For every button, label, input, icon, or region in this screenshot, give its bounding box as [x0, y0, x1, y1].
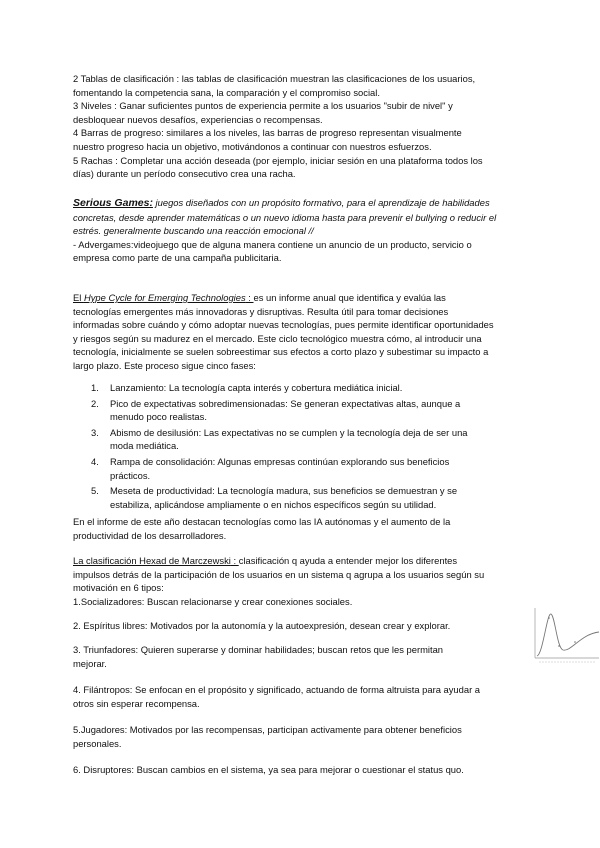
- text-line: En el informe de este año destacan tecnologías como las IA autónomas y el aumento de la: [73, 516, 451, 527]
- text-line: El Hype Cycle for Emerging Technologies : es un informe anual que identifica y evalúa las: [73, 292, 446, 303]
- hexad-type-philanthropists: 4. Filántropos: Se enfocan en el propósito y significado, actuando de forma altruista para ayudar a otros sin esperar recompensa.: [73, 684, 481, 709]
- hype-cycle-thumbnail-image: [529, 604, 599, 664]
- hype-cycle-section: [73, 291, 523, 373]
- text-line: empresa como parte de una campaña publicitaria.: [73, 252, 282, 264]
- text-line: [73, 196, 523, 211]
- text-line: 2 Tablas de clasificación : las tablas de clasificación muestran las clasificaciones de los usuarios,: [73, 73, 476, 84]
- text-line: y riesgos según su madurez en el mercado. Este ciclo tecnológico muestra cómo, al introducir una: [73, 332, 482, 344]
- text-line: fomentando la competencia sana, la comparación y el compromiso social.: [73, 86, 380, 98]
- text-line: días) durante un período consecutivo crea una racha.: [73, 168, 296, 180]
- text-line: impulsos detrás de la participación de los usuarios en un sistema q agrupa a los usuarios según su: [73, 568, 485, 580]
- text-line: desbloquear nuevos desafíos, experiencias o recompensas.: [73, 113, 323, 125]
- hype-cycle-heading: El Hype Cycle for Emerging Technologies :: [73, 292, 254, 303]
- text-line: informadas sobre cuándo y cómo adoptar nuevas tecnologías, pues permite identificar oportunidades: [73, 319, 494, 331]
- advergames-item: - Advergames:videojuego que de alguna manera contiene un anuncio de un producto, servicio o: [73, 238, 472, 250]
- hype-cycle-conclusion: [73, 515, 523, 542]
- text-line: concretas, desde aprender matemáticas o un nuevo idioma hasta para prevenir el bullying o reducir el: [73, 211, 497, 223]
- serious-games-section: [73, 196, 523, 265]
- text-line: tecnologías emergentes más innovadoras y disruptivas. Resulta útil para tomar decisiones: [73, 305, 449, 317]
- hexad-heading: La clasificación Hexad de Marczewski: [73, 555, 231, 566]
- text-line: 3 Niveles : Ganar suficientes puntos de experiencia permite a los usuarios "subir de nivel" y: [73, 100, 453, 112]
- text-line: tecnología, inicialmente se suelen sobreestimar sus efectos a corto plazo y subestimar su impacto a: [73, 346, 489, 358]
- text-line: 4 Barras de progreso: similares a los niveles, las barras de progreso representan visualmente: [73, 127, 462, 139]
- hexad-section: [73, 554, 523, 608]
- hexad-type-achievers: 3. Triunfadores: Quieren superarse y dominar habilidades; buscan retos que les permitan mejorar.: [73, 644, 443, 669]
- hexad-type-players: 5.Jugadores: Motivados por las recompensas, participan activamente para obtener beneficios personales.: [73, 724, 462, 749]
- hexad-type-disruptors: 6. Disruptores: Buscan cambios en el sistema, ya sea para mejorar o cuestionar el status quo.: [73, 764, 464, 775]
- hype-cycle-phases-list: [73, 381, 523, 513]
- list-item: 1. Lanzamiento: La tecnología capta interés y cobertura mediática inicial.: [91, 382, 403, 393]
- text-line: largo plazo. Este proceso sigue cinco fases:: [73, 359, 256, 371]
- hexad-type-free-spirits: 2. Espíritus libres: Motivados por la autonomía y la autoexpresión, desean crear y explorar.: [73, 620, 451, 631]
- text-line: productividad de los desarrolladores.: [73, 529, 227, 541]
- serious-games-heading: Serious Games:: [73, 197, 153, 209]
- list-item: 2. Pico de expectativas sobredimensionadas: Se generan expectativas altas, aunque a menudo poco realistas.: [91, 397, 461, 423]
- list-item: 3. Abismo de desilusión: Las expectativas no se cumplen y la tecnología deja de ser una moda mediática.: [91, 426, 468, 452]
- text-line: nuestro progreso hacia un objetivo, motivándonos a continuar con nuestros esfuerzos.: [73, 140, 432, 152]
- gamification-elements-section: [73, 72, 523, 181]
- text-line: 5 Rachas : Completar una acción deseada (por ejemplo, iniciar sesión en una plataforma todos los: [73, 154, 483, 166]
- list-item: 4. Rampa de consolidación: Algunas empresas continúan explorando sus beneficios prácticos.: [91, 455, 450, 481]
- text-line: motivación en 6 tipos:: [73, 582, 164, 594]
- list-item: 5. Meseta de productividad: La tecnología madura, sus beneficios se demuestran y se estabiliza, aplicándose ampliamente o en nichos específicos según su utilidad.: [91, 485, 458, 510]
- text-line: La clasificación Hexad de Marczewski : clasificación q ayuda a entender mejor los diferentes: [73, 555, 458, 566]
- hexad-type-socializers: 1.Socializadores: Buscan relacionarse y crear conexiones sociales.: [73, 595, 353, 607]
- serious-games-definition: juegos diseñados con un propósito formativo, para el aprendizaje de habilidades: [152, 197, 490, 208]
- text-line: estrés. generalmente buscando una reacción emocional //: [73, 225, 314, 237]
